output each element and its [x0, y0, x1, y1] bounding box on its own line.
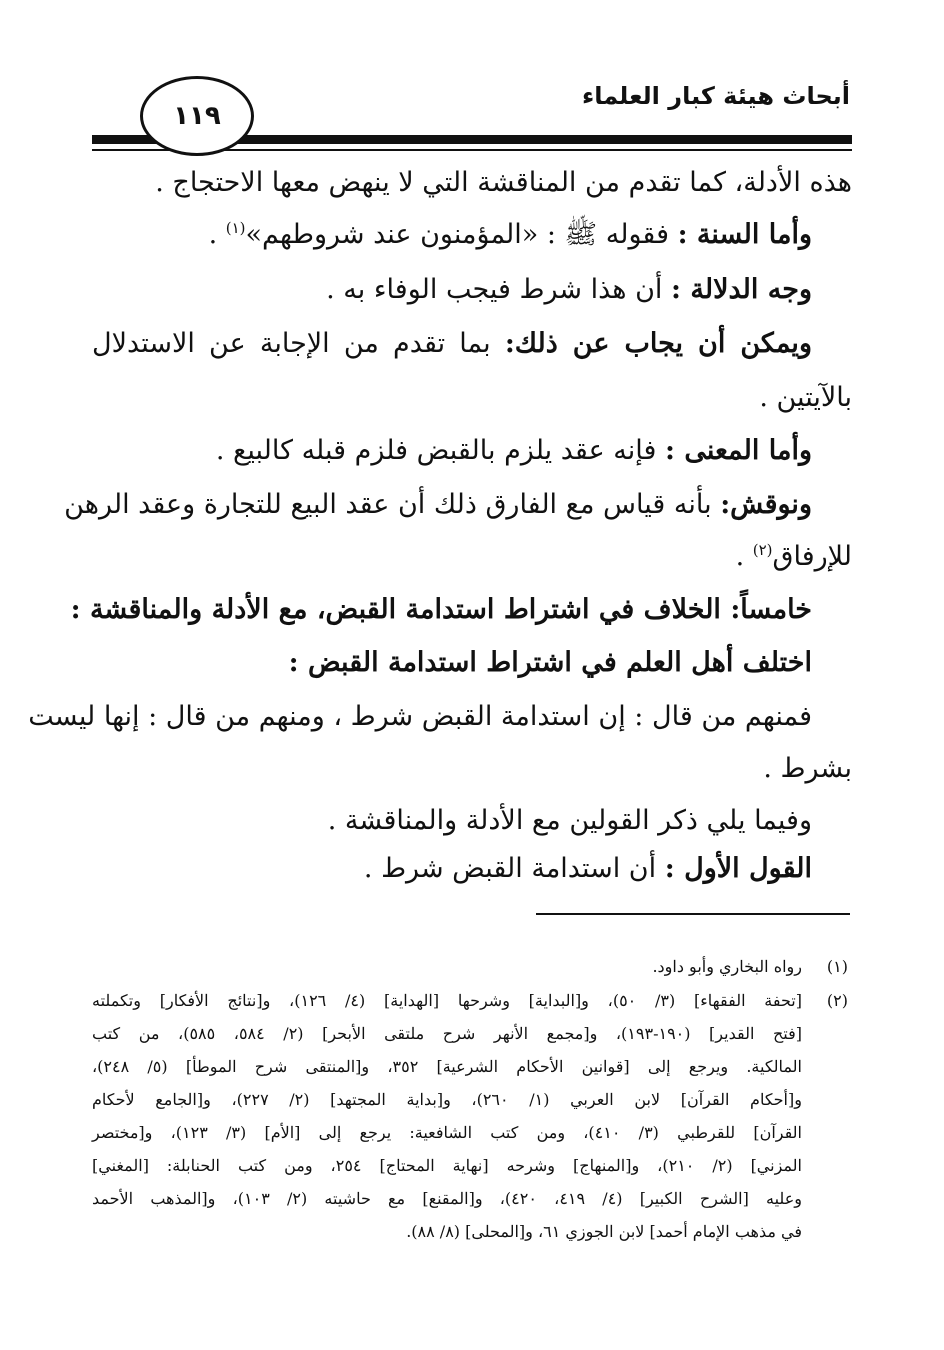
text-line [736, 537, 852, 577]
footnote-text: [تحفة الفقهاء] (٣/ ٥٠)، و[البداية] وشرحها [الهداية] (٤/ ١٢٦)، و[نتائج الأفكار] وتكملته [92, 991, 802, 1010]
line-text: بشرط . [763, 753, 852, 784]
label-sunnah: وأما السنة : [677, 219, 812, 250]
label-yumkin: ويمكن أن يجاب عن ذلك: [504, 328, 812, 359]
text-line [92, 324, 812, 364]
text-line [155, 163, 852, 203]
text-line [64, 485, 812, 525]
footnote-number: (٢) [826, 991, 848, 1010]
line-text: للإرفاق [772, 541, 852, 572]
text-line [328, 801, 812, 841]
text-line [289, 643, 812, 683]
footnote-ref: (١) [225, 219, 246, 237]
line-text: فمنهم من قال : إن استدامة القبض شرط ، ومنهم من قال : إنها ليست [28, 701, 812, 732]
text-line [326, 270, 812, 310]
line-text: فقوله ﷺ : «المؤمنون عند شروطهم» [245, 219, 678, 250]
footnote-separator [536, 913, 850, 915]
label-nuqish: ونوقش: [720, 489, 812, 520]
line-text: أن هذا شرط فيجب الوفاء به . [326, 274, 672, 305]
line-text: اختلف أهل العلم في اشتراط استدامة القبض : [288, 647, 812, 678]
text-line [28, 697, 812, 737]
footnote-text: في مذهب الإمام أحمد] لابن الجوزي ٦١، و[المحلى] (٨/ ٨٨). [406, 1222, 802, 1241]
footnote-text: المالكية. ويرجع إلى [قوانين الأحكام الشرعية] ٣٥٢، و[المنتقى شرح الموطأ] (٥/ ٢٤٨)، [92, 1057, 802, 1076]
section-heading [71, 590, 812, 630]
line-text: بأنه قياس مع الفارق ذلك أن عقد البيع للتجارة وعقد الرهن [64, 489, 721, 520]
footnote-text: القرآن] للقرطبي (٣/ ٤١٠)، ومن كتب الشافعية: يرجع إلى [الأم] (٣/ ١٢٣)، و[مختصر [92, 1123, 803, 1142]
line-text: بما تقدم من الإجابة عن الاستدلال [92, 328, 505, 359]
text-line [216, 431, 812, 471]
line-text: هذه الأدلة، كما تقدم من المناقشة التي لا ينهض معها الاحتجاج . [155, 167, 852, 198]
line-text: بالآيتين . [759, 382, 852, 413]
line-text: وفيما يلي ذكر القولين مع الأدلة والمناقشة . [327, 805, 812, 836]
footnote-text: المزني] (٢/ ٢١٠)، و[المنهاج] وشرحه [نهاية المحتاج] ٢٥٤، ومن كتب الحنابلة: [المغني] [92, 1156, 802, 1175]
line-text: . [208, 219, 226, 250]
text-line [364, 849, 812, 889]
line-text: أن استدامة القبض شرط . [363, 853, 665, 884]
page-number: ١١٩ [173, 101, 221, 131]
line-text: . [735, 541, 753, 572]
text-line [763, 749, 852, 789]
footnote-ref: (٢) [752, 541, 773, 559]
page-number-oval [140, 76, 254, 156]
footnote-number: (١) [826, 957, 848, 976]
running-title: أبحاث هيئة كبار العلماء [581, 82, 850, 110]
label-wajh-dalala: وجه الدلالة : [671, 274, 812, 305]
label-maana: وأما المعنى : [664, 435, 812, 466]
line-text: فإنه عقد يلزم بالقبض فلزم قبله كالبيع . [215, 435, 665, 466]
heading-text: خامساً: الخلاف في اشتراط استدامة القبض، مع الأدلة والمناقشة : [70, 594, 812, 625]
footnote-text: و[أحكام القرآن] لابن العربي (١/ ٢٦٠)، و[بداية المجتهد] (٢/ ٢٢٧)، و[الجامع لأحكام [92, 1090, 802, 1109]
label-qawl-awwal: القول الأول : [664, 853, 812, 884]
footnote-text: [فتح القدير] (١٩٠-١٩٣)، و[مجمع الأنهر شرح ملتقى الأبحر] (٢/ ٥٨٤، ٥٨٥)، من كتب [92, 1024, 802, 1043]
text-line [759, 378, 852, 418]
footnote-text: رواه البخاري وأبو داود. [652, 957, 802, 976]
footnote-text: وعليه [الشرح الكبير] (٤/ ٤١٩، ٤٢٠)، و[المقنع] مع حاشيته (٢/ ١٠٣)، و[المذهب الأحمد [92, 1189, 802, 1208]
text-line [209, 215, 812, 255]
